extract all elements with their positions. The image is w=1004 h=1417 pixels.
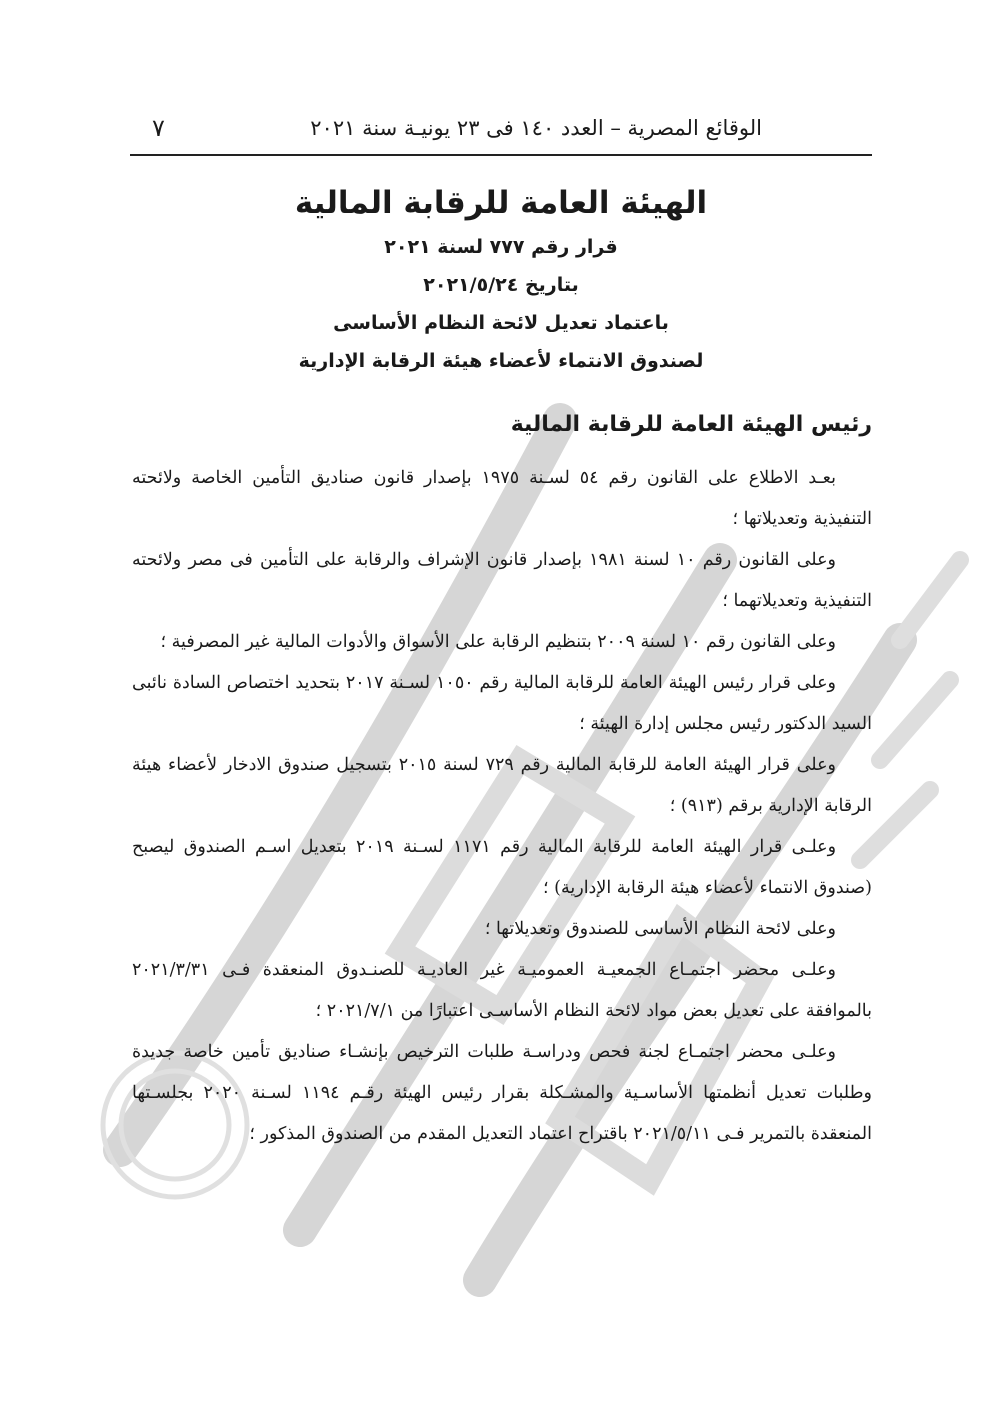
- recital-paragraph: بعـد الاطلاع على القانون رقم ٥٤ لسـنة ١٩٧٥ بإصدار قانون صناديق التأمين الخاصة ولائحته التنفيذية وتعديلاتها ؛: [132, 468, 872, 529]
- authority-name: الهيئة العامة للرقابة المالية: [294, 185, 708, 221]
- decree-subject-line-1: باعتماد تعديل لائحة النظام الأساسى: [333, 312, 669, 334]
- recital-paragraph: وعلـى محضر اجتمـاع الجمعيـة العموميـة غير العاديـة للصنـدوق المنعقدة فـى ٢٠٢١/٣/٣١ بالموافقة على تعديل بعض مواد لائحة النظام الأساسـى اعتبارًا من ٢٠٢١/٧/١ ؛: [132, 960, 872, 1021]
- recital-paragraph: وعلى لائحة النظام الأساسى للصندوق وتعديلاتها ؛: [484, 919, 836, 939]
- decree-number: قرار رقم ٧٧٧ لسنة ٢٠٢١: [384, 236, 618, 258]
- decree-heading: [130, 178, 872, 380]
- header-rule: [130, 154, 872, 156]
- gazette-issue-title: الوقائع المصرية – العدد ١٤٠ فى ٢٣ يونيـة سنة ٢٠٢١: [310, 116, 762, 140]
- chair-title: رئيس الهيئة العامة للرقابة المالية: [510, 412, 872, 437]
- page-number: ٧: [152, 114, 165, 142]
- decree-date: بتاريخ ٢٠٢١/٥/٢٤: [423, 274, 579, 296]
- running-head: [130, 112, 872, 152]
- recital-paragraph: وعلى قرار الهيئة العامة للرقابة المالية رقم ٧٢٩ لسنة ٢٠١٥ بتسجيل صندوق الادخار لأعضاء هيئة الرقابة الإدارية برقم (٩١٣) ؛: [132, 755, 872, 816]
- recital-paragraph: وعلى القانون رقم ١٠ لسنة ٢٠٠٩ بتنظيم الرقابة على الأسواق والأدوات المالية غير المصرفية ؛: [160, 632, 836, 652]
- recital-paragraph: وعلـى قرار الهيئة العامة للرقابة المالية رقم ١١٧١ لسـنة ٢٠١٩ بتعديل اسـم الصندوق ليصبح (صندوق الانتماء لأعضاء هيئة الرقابة الإدارية) ؛: [132, 837, 872, 898]
- decree-subject-line-2: لصندوق الانتماء لأعضاء هيئة الرقابة الإدارية: [298, 350, 704, 372]
- recitals: [132, 458, 872, 1155]
- recital-paragraph: وعلـى محضر اجتمـاع لجنة فحص ودراسـة طلبات الترخيص بإنشـاء صناديق تأمين خاصة جديدة وطلبات تعديل أنظمتها الأساسـية والمشـكلة بقرار رئيس الهيئة رقـم ١١٩٤ لسـنة ٢٠٢٠ بجلسـتها المنعقدة بالتمرير فـى ٢٠٢١/٥/١١ باقتراح اعتماد التعديل المقدم من الصندوق المذكور ؛: [132, 1042, 872, 1144]
- recital-paragraph: وعلى القانون رقم ١٠ لسنة ١٩٨١ بإصدار قانون الإشراف والرقابة على التأمين فى مصر ولائحته التنفيذية وتعديلاتهما ؛: [132, 550, 872, 611]
- recital-paragraph: وعلى قرار رئيس الهيئة العامة للرقابة المالية رقم ١٠٥٠ لسـنة ٢٠١٧ بتحديد اختصاص السادة نائبى السيد الدكتور رئيس مجلس إدارة الهيئة ؛: [132, 673, 872, 734]
